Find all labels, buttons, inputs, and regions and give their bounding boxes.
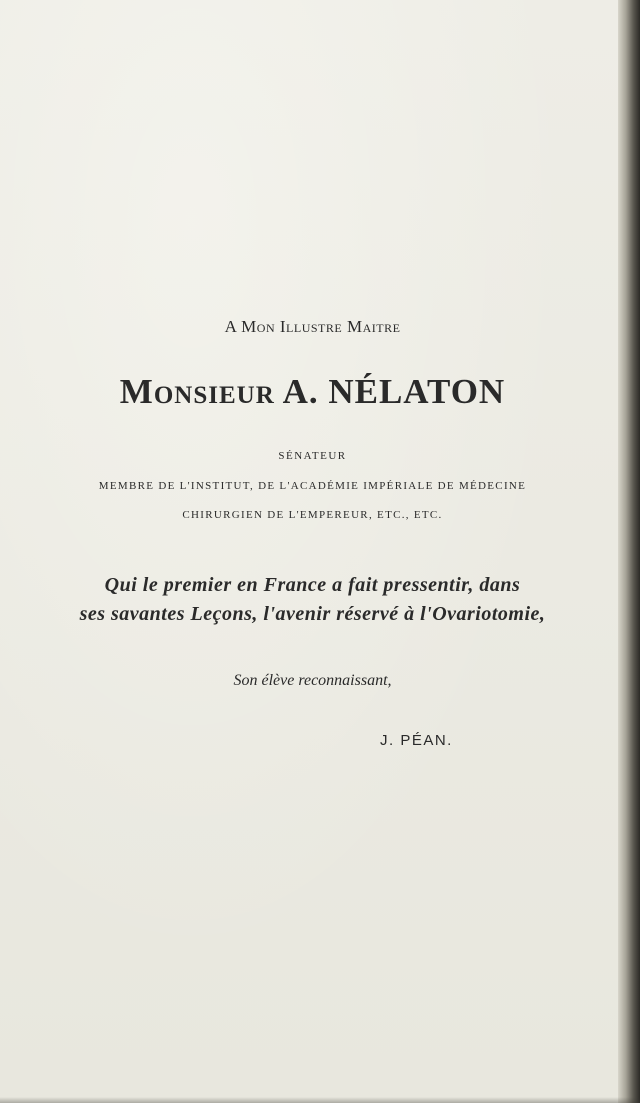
page-bottom-edge (0, 1097, 640, 1103)
book-spine-shadow (618, 0, 640, 1103)
honoree-name: Monsieur A. NÉLATON (119, 372, 506, 411)
author-signature: J. PÉAN. (380, 732, 453, 749)
title-senator: SÉNATEUR (278, 450, 347, 462)
title-surgeon: CHIRURGIEN DE L'EMPEREUR, ETC., ETC. (182, 509, 443, 521)
tribute-line-2: ses savantes Leçons, l'avenir réservé à l'Ovariotomie, (79, 603, 546, 625)
title-member: MEMBRE DE L'INSTITUT, DE L'ACADÉMIE IMPÉRIALE DE MÉDECINE (98, 480, 527, 492)
tribute-line-1: Qui le premier en France a fait pressentir, dans (104, 574, 521, 596)
dedication-line: A Mon Illustre Maitre (224, 317, 401, 336)
closing-line: Son élève reconnaissant, (233, 672, 392, 689)
